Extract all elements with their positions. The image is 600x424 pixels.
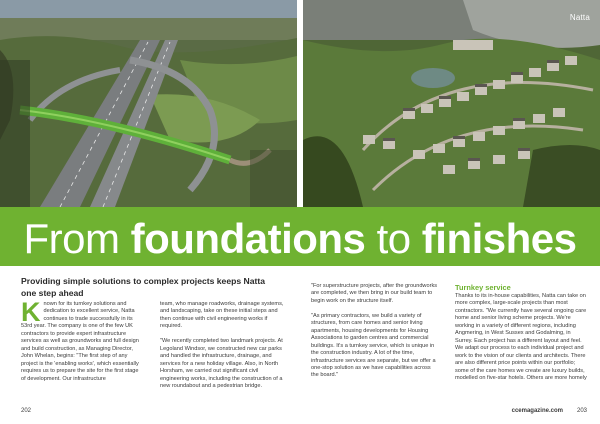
headline-part-1: From [23,215,131,262]
column-2-paragraph-1: team, who manage roadworks, drainage systems, and landscaping, take on these initial steps and then continue with civil engineering works if required. [160,301,284,330]
page-headline [0,216,600,262]
column-3-paragraph-2: "As primary contractors, we build a variety of structures, from care homes and senior living apartments, housing developments for Housing Associations to garden centres and commercial buildings. It's a turnkey service, which is unique in the construction industry. A lot of the time, infrastructure services are separate, but we offer a one-stop solution as we have capabilities across the board." [311,312,436,379]
folio-right [512,408,587,414]
page-number-left: 202 [21,408,32,414]
headline-part-2: foundations [130,215,366,262]
section-subhead: Turnkey service [455,283,511,292]
column-1-paragraph-1 [21,297,143,383]
headline-band [0,207,600,266]
article-column-3 [311,283,439,387]
motorway-aerial-image [0,0,297,207]
article-column-2 [160,301,285,398]
magazine-website: ccemagazine.com [511,408,563,414]
column-1-text: nown for its turnkey solutions and dedication to excellent service, Natta continues to trade successfully in its 53rd year. The company is one of the few UK contractors to provide expert infrastructure services as well as groundworks and full design and build construction, as Managing Director, John Whelan, begins: "The first step of any project is the 'enabling works', which essentially requires us to prepare the site for the first stage of development. Our infrastructure [21,301,139,382]
brand-tag: Natta [569,13,590,22]
standfirst: Providing simple solutions to complex projects keeps Natta one step ahead [21,276,266,298]
headline-part-4: finishes [421,215,577,262]
column-3-paragraph-1: "For superstructure projects, after the groundworks are completed, we then bring in our build team to begin work on the structure itself. [311,283,438,304]
village-aerial-image [303,0,600,207]
photo-holiday-village [303,0,600,207]
headline-part-3: to [365,215,422,262]
page-number-right: 203 [576,408,587,414]
column-2-paragraph-2: "We recently completed two landmark projects. At Legoland Windsor, we constructed new car parks and handled the infrastructure, drainage, and services for a new holiday village. Also, in North Horsham, we carried out significant civil engineering works, including the construction of a new roundabout and a pedestrian bridge. [160,338,283,390]
drop-cap: K [21,297,41,327]
photo-motorway-bridge [0,0,297,207]
article-column-1 [21,297,143,390]
column-4-paragraph-1: Thanks to its in-house capabilities, Natta can take on more complex, large-scale projects than most contractors. "We currently have several ongoing care home and senior living scheme projects. We're working in a variety of different regions, including Angmering, in West Sussex and Godalming, in Surrey. Each project has a different layout and feel. We adapt our process to each individual project and work to the vision of our clients and architects. There are also different price points within our portfolio; some of the care homes we create are luxury builds, modelled on five-star hotels. Others are more homely [455,293,587,381]
article-column-4 [455,283,587,390]
